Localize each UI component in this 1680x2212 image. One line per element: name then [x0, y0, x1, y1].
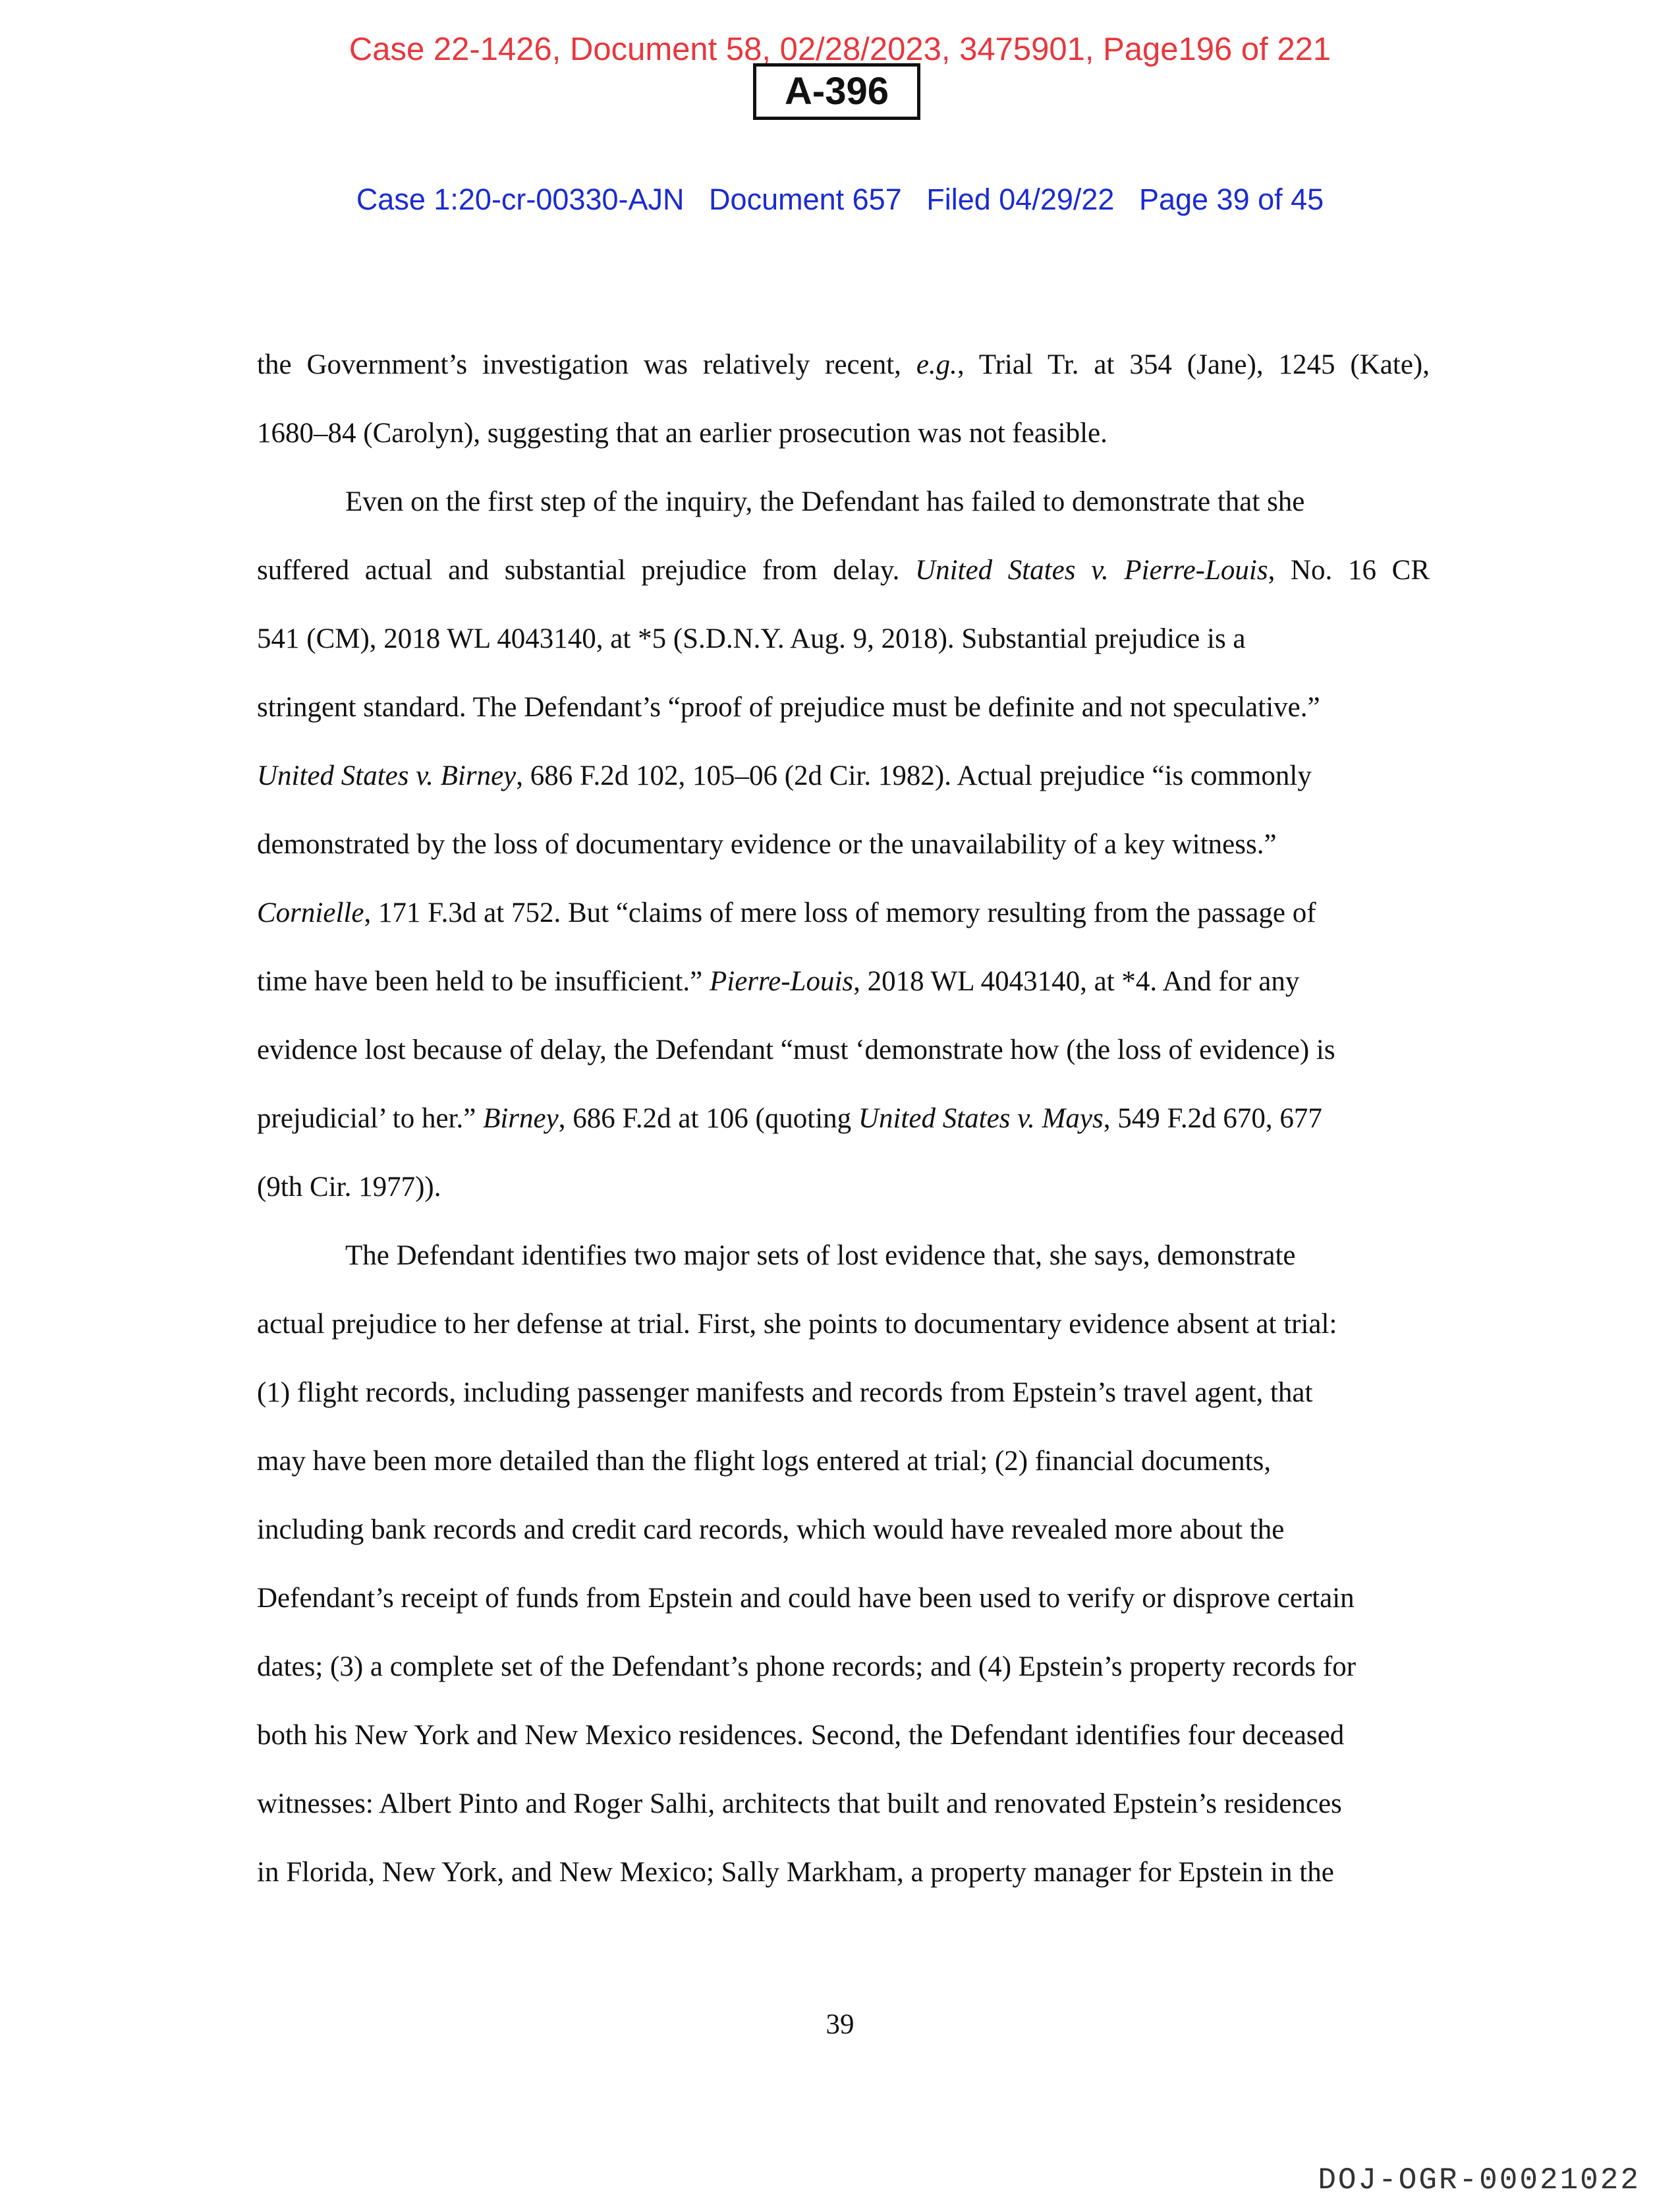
text-line: both his New York and New Mexico residences. Second, the Defendant identifies four deceased	[257, 1720, 1345, 1751]
text-line: suffered actual and substantial prejudice from delay. United States v. Pierre-Louis, No. 16 CR	[257, 555, 1430, 586]
text-line: demonstrated by the loss of documentary evidence or the unavailability of a key witness.”	[257, 829, 1277, 860]
text-line: the Government’s investigation was relatively recent, e.g., Trial Tr. at 354 (Jane), 1245 (Kate),	[257, 349, 1430, 380]
bates-number: DOJ-OGR-00021022	[1318, 2163, 1640, 2198]
text-line: Cornielle, 171 F.3d at 752. But “claims of mere loss of memory resulting from the passage of	[257, 897, 1316, 928]
district-case-stamp: Case 1:20-cr-00330-AJN Document 657 Filed 04/29/22 Page 39 of 45	[356, 183, 1324, 216]
text-line: time have been held to be insufficient.” Pierre-Louis, 2018 WL 4043140, at *4. And for any	[257, 966, 1300, 997]
text-line: may have been more detailed than the flight logs entered at trial; (2) financial documents,	[257, 1446, 1272, 1477]
text-line: evidence lost because of delay, the Defendant “must ‘demonstrate how (the loss of evidence) is	[257, 1035, 1335, 1065]
text-line: stringent standard. The Defendant’s “proof of prejudice must be definite and not speculative.”	[257, 692, 1320, 723]
document-body	[257, 331, 1430, 1907]
text-line: in Florida, New York, and New Mexico; Sally Markham, a property manager for Epstein in the	[257, 1857, 1334, 1888]
text-line: Defendant’s receipt of funds from Epstein and could have been used to verify or disprove certain	[257, 1583, 1355, 1614]
text-line: prejudicial’ to her.” Birney, 686 F.2d at 106 (quoting United States v. Mays, 549 F.2d 670, 677	[257, 1103, 1322, 1134]
text-line: Even on the first step of the inquiry, the Defendant has failed to demonstrate that she	[345, 486, 1305, 517]
text-line: 1680–84 (Carolyn), suggesting that an earlier prosecution was not feasible.	[257, 418, 1107, 449]
text-line: dates; (3) a complete set of the Defendant’s phone records; and (4) Epstein’s property records for	[257, 1651, 1357, 1682]
text-line: The Defendant identifies two major sets of lost evidence that, she says, demonstrate	[345, 1240, 1296, 1271]
exhibit-label-box: A-396	[753, 63, 920, 120]
text-line: actual prejudice to her defense at trial. First, she points to documentary evidence absent at trial:	[257, 1309, 1337, 1340]
text-line: United States v. Birney, 686 F.2d 102, 105–06 (2d Cir. 1982). Actual prejudice “is commonly	[257, 760, 1312, 791]
page-number: 39	[826, 2009, 854, 2040]
text-line: (9th Cir. 1977)).	[257, 1172, 441, 1203]
text-line: 541 (CM), 2018 WL 4043140, at *5 (S.D.N.Y. Aug. 9, 2018). Substantial prejudice is a	[257, 623, 1246, 654]
text-line: (1) flight records, including passenger manifests and records from Epstein’s travel agent, that	[257, 1377, 1313, 1408]
appeal-case-stamp: Case 22-1426, Document 58, 02/28/2023, 3475901, Page196 of 221	[349, 32, 1331, 67]
text-line: including bank records and credit card records, which would have revealed more about the	[257, 1514, 1285, 1545]
text-line: witnesses: Albert Pinto and Roger Salhi, architects that built and renovated Epstein’s residences	[257, 1788, 1342, 1819]
